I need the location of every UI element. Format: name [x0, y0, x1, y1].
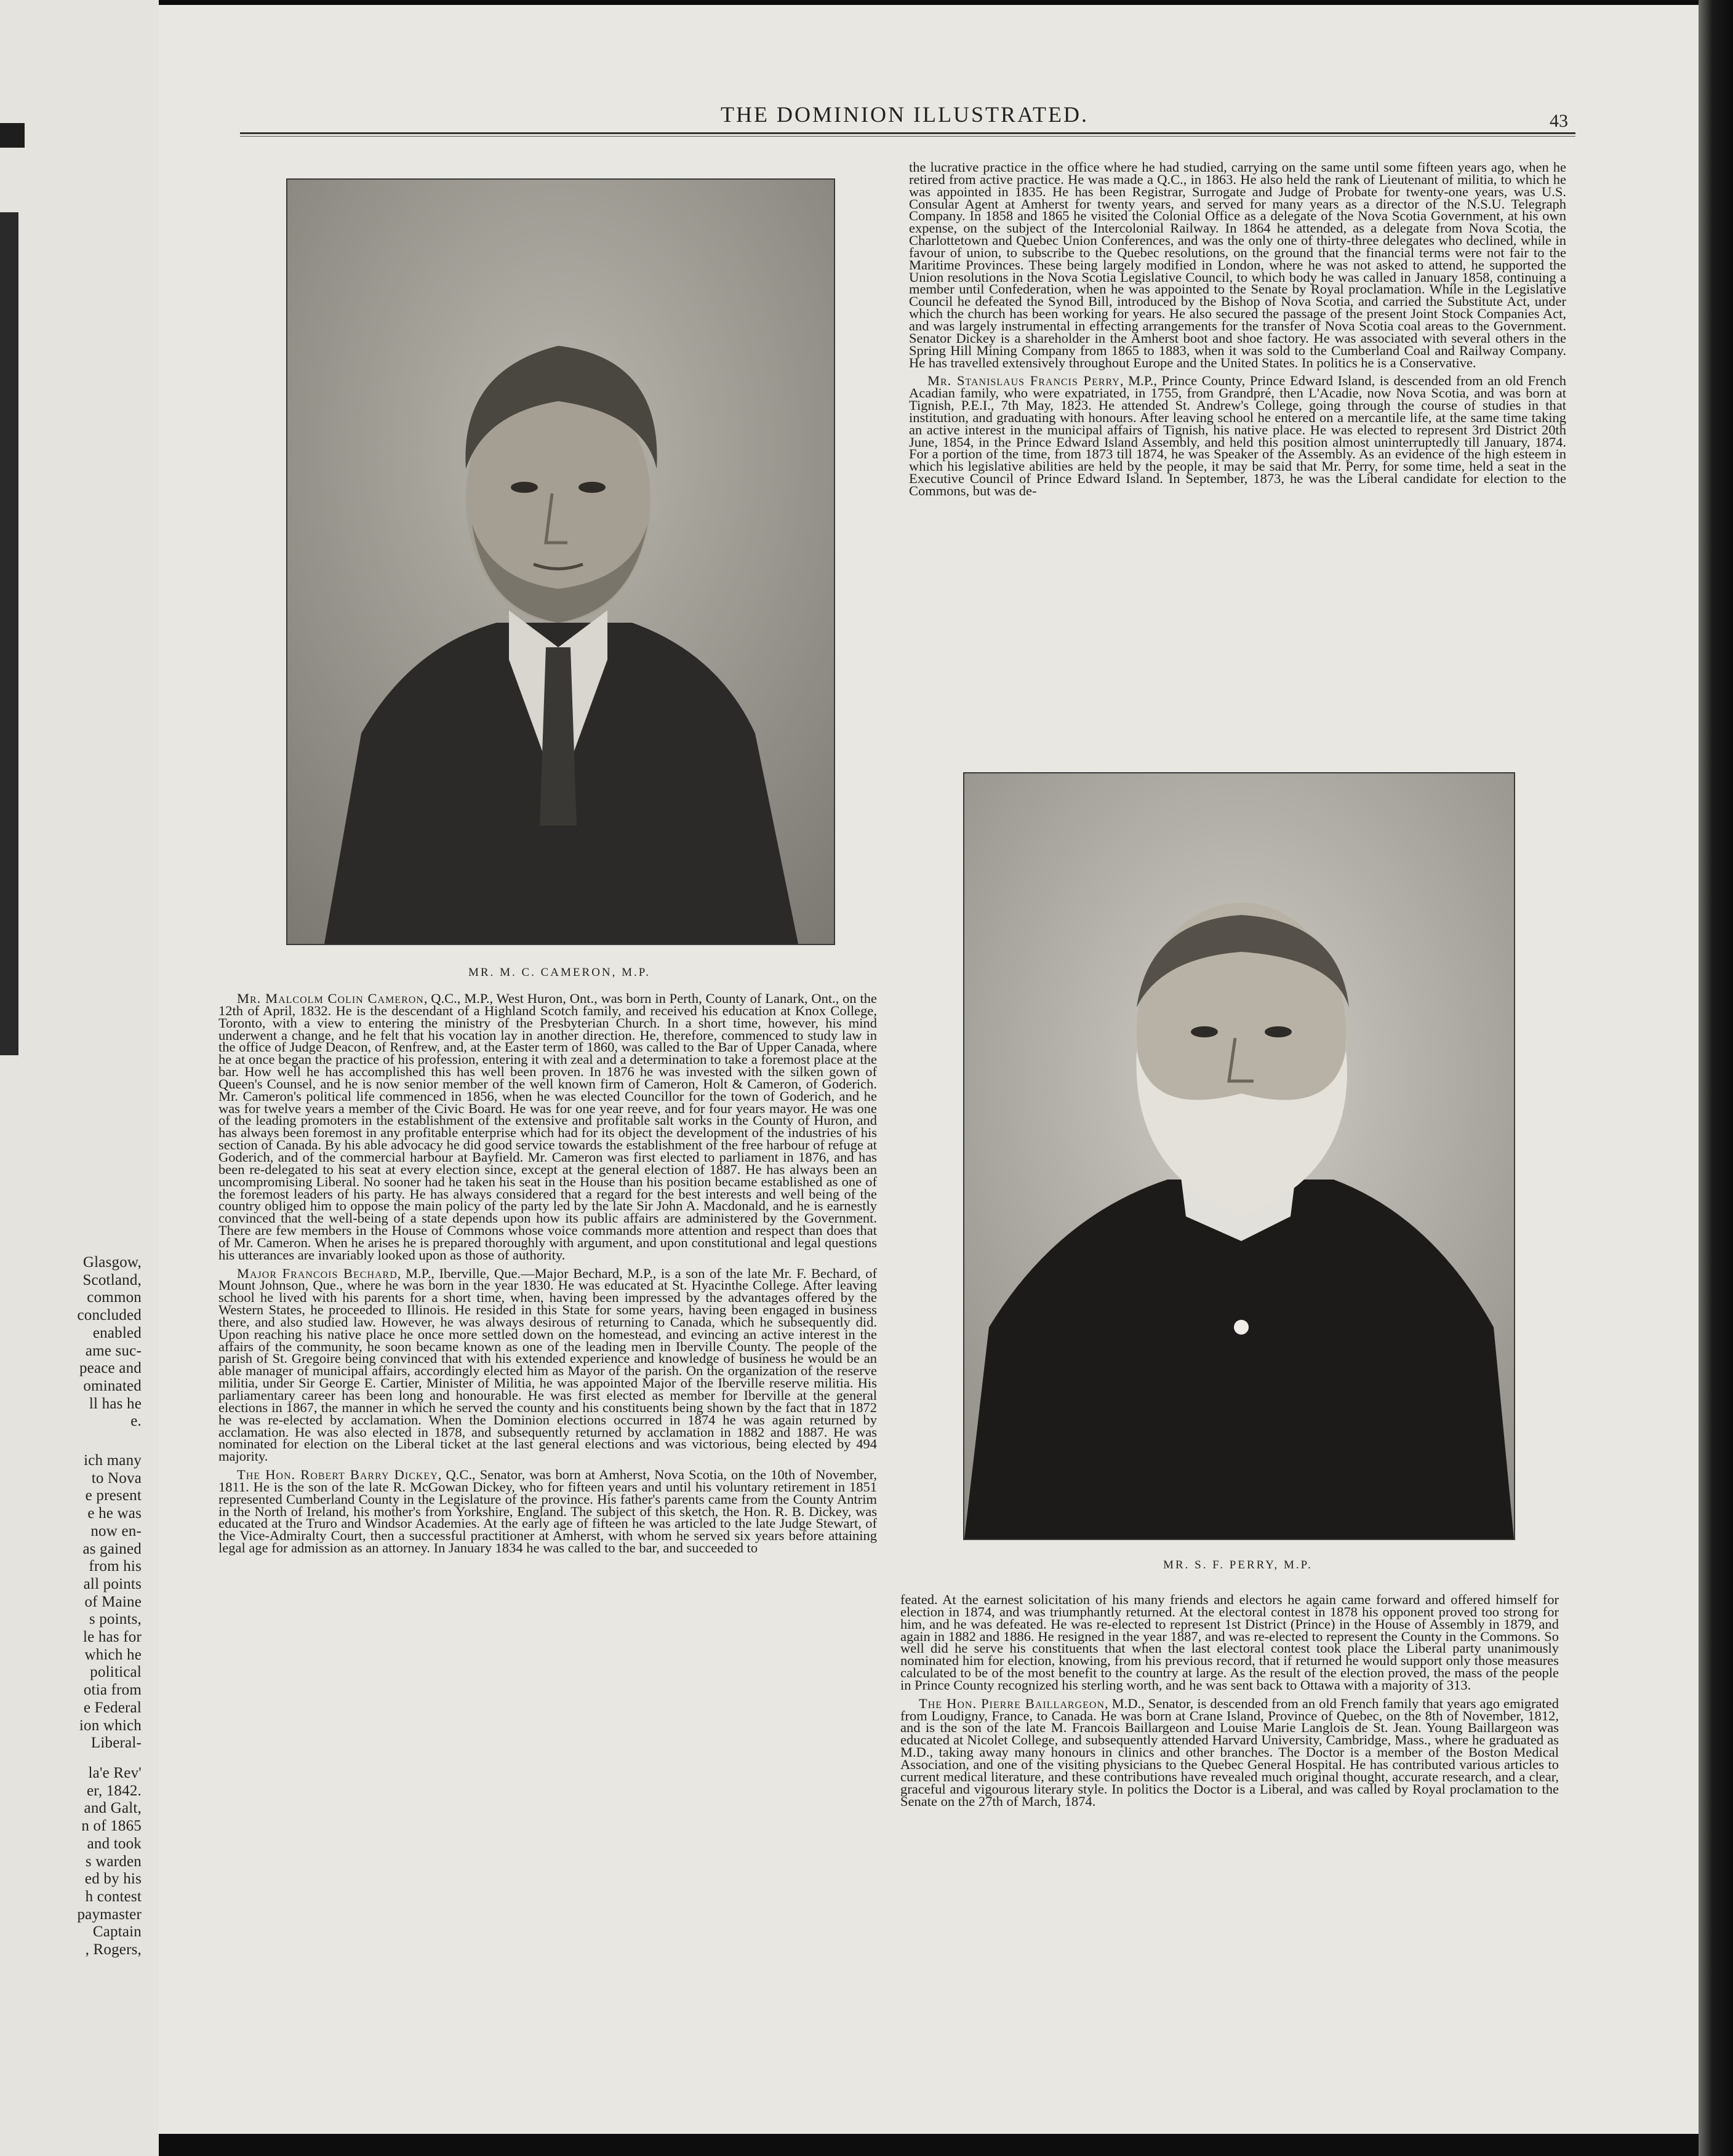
article-perry — [909, 375, 1566, 497]
portrait-caption: MR. S. F. PERRY, M.P. — [1163, 1559, 1313, 1571]
article-dickey-continued: the lucrative practice in the office where he had studied, carrying on the same until some fifteen years ago, when he retired from active practice. He was made a Q.C., in 1863. He also held the rank of Lieutenant of militia, to which he was appointed in 1835. He has been Registrar, Surrogate and Judge of Probate for twenty-one years, was U.S. Consular Agent at Amherst for twenty years, and served for many years as a director of the N.S.U. Telegraph Company. In 1858 and 1865 he visited the Colonial Office as a delegate of the Nova Scotia Government, at his own expense, on the subject of the Intercolonial Railway. In 1864 he attended, as a delegate from Nova Scotia, the Charlottetown and Quebec Union Conferences, and was the only one of thirty-three delegates who declined, while in favour of union, to subscribe to the Quebec resolutions, on the ground that the financial terms were not fair to the Maritime Provinces. These being largely modified in London, where he was not asked to attend, he supported the Union resolutions in the Nova Scotia Legislative Council, to which body he was called in January 1858, continuing a member until Confederation, when he was appointed to the Senate by Royal proclamation. While in the Legislative Council he defeated the Synod Bill, introduced by the Bishop of Nova Scotia, and carried the Substitute Act, under which the church has been working for years. He also secured the passage of the present Joint Stock Companies Act, and was largely instrumental in effecting arrangements for the transfer of Nova Scotia coal areas to the Government. Senator Dickey is a shareholder in the Amherst boot and shoe factory. He was associated with several others in the Spring Hill Mining Company from 1865 to 1883, when it was sold to the Cumberland Coal and Railway Company. He has travelled extensively throughout Europe and the United States. In politics he is a Conservative. — [909, 159, 1566, 370]
portrait-cameron — [286, 178, 835, 945]
adjacent-text-fragment: ich many to Nova e present e he was now en- as gained from his all points of Maine s points, le has for which he political otia from e Federal ion which Liberal- — [79, 1452, 142, 1752]
article-dickey — [218, 1469, 877, 1554]
subject-name: Major Francois Bechard — [237, 1265, 398, 1281]
portrait-cameron-image — [287, 180, 834, 944]
article-body: , M.D., Senator, is descended from an old French family that years ago emigrated from Loudigny, France, to Canada. He was born at Crane Island, Province of Quebec, on the 8th of November, 1812, and is the son of the late M. Francois Baillargeon and Louise Marie Langlois de St. Jean. Young Baillargeon was educated at Nicolet College, and subsequently attended Harvard University, Cambridge, Mass., where he graduated as M.D., taking away many honours in clinics and other branches. The Doctor is a member of the Boston Medical Association, and one of the visiting physicians to the Quebec General Hospital. He has contributed various articles to current medical literature, and these contributions have revealed much original thought, accurate research, and a clear, graceful and vigourous literary style. In politics the Doctor is a Liberal, and was called by Royal proclamation to the Senate on the 27th of March, 1874. — [900, 1695, 1559, 1809]
header-rule — [240, 136, 1575, 137]
article-bechard — [218, 1265, 877, 1464]
subject-name: The Hon. Pierre Baillargeon — [919, 1695, 1105, 1711]
article-body: , M.P., Iberville, Que.—Major Bechard, M.P., is a son of the late Mr. F. Bechard, of Mount Johnson, Que., where he was born in the year 1830. He was educated at St. Hyacinthe College. After leaving school he lived with his parents for a short time, when, having been impressed by the advantages offered by the Western States, he proceeded to Illinois. He resided in this State for some years, having been engaged in business there, and also studied law. However, he was always desirous of returning to Canada, which he subsequently did. Upon reaching his native place he once more settled down on the homestead, and evincing an active interest in the affairs of the community, he soon became known as one of the leading men in Iberville County. The people of the parish of St. Gregoire being convinced that with his extended experience and knowledge of business he would be an able manager of municipal affairs, accordingly elected him as Mayor of the parish. On the organization of the reserve militia, under Sir George E. Cartier, Minister of Militia, he was appointed Major of the Iberville reserve militia. His parliamentary career has been long and honourable. He was first elected as member for Iberville at the general elections in 1867, the manner in which he served the county and his constituents being shown by the fact that in 1872 he was re-elected by acclamation. When the Dominion elections occurred in 1874 he was again returned by acclamation. He was also elected in 1878, and subsequently returned by acclamation in 1882 and 1887. He was nominated for election on the Liberal ticket at the last general elections and was victorious, being elected by 494 majority. — [218, 1265, 877, 1464]
article-baillargeon — [900, 1695, 1559, 1809]
portrait-perry-image — [964, 773, 1514, 1539]
page-edge-shadow — [1699, 0, 1733, 2156]
article-perry-continued: feated. At the earnest solicitation of his many friends and electors he again came forward and offered himself for election in 1874, and was triumphantly returned. At the electoral contest in 1878 his opponent proved too strong for him, and he was defeated. He was re-elected to represent 1st District (Prince) in the House of Assembly in 1879, and again in 1882 and 1886. He resigned in the year 1887, and was re-elected to represent the County in the Commons. So well did he serve his constituents that when the last electoral contest took place the Liberal party unanimously nominated him for election, knowing, from his previous record, that if returned he would support only those measures calculated to be of the most benefit to the country at large. As the result of the election proved, the mass of the people in Prince County recognized his sterling worth, and he was sent back to Ottawa with a majority of 313. — [900, 1592, 1559, 1693]
article-body: , Q.C., M.P., West Huron, Ont., was born in Perth, County of Lanark, Ont., on the 12th of April, 1832. He is the descendant of a Highland Scotch family, and received his education at Knox College, Toronto, with a view to entering the ministry of the Presbyterian Church. In a short time, however, his mind underwent a change, and he felt that his vocation lay in another direction. He, therefore, commenced to study law in the office of Judge Deacon, of Renfrew, and, at the Easter term of 1860, was called to the Bar of Upper Canada, where he at once began the practice of his profession, entering it with zeal and a determination to take a foremost place at the bar. How well he has accomplished this has well been proven. In 1876 he was invested with the silken gown of Queen's Counsel, and he is now senior member of the well known firm of Cameron, Holt & Cameron, of Goderich. Mr. Cameron's political life commenced in 1856, when he was elected Councillor for the town of Goderich, and he was for twelve years a member of the Civic Board. He was for one year reeve, and for four years mayor. He was one of the leading promoters in the establishment of the extensive and profitable salt works in the County of Huron, and has always been foremost in any profitable enterprise which had for its object the development of the industries of his section of Canada. By his able advocacy he did good service towards the establishment of the free harbour of refuge at Goderich, and of the commercial harbour at Bayfield. Mr. Cameron was first elected to parliament in 1876, and has been re-delegated to his seat at every election since, except at the general election of 1887. He has always been an uncompromising Liberal. No sooner had he taken his seat in the House than his position became established as one of the foremost leaders of his party. He has always considered that a regard for the best interests and well being of the country obliged him to oppose the main policy of the party led by the late Sir John A. Macdonald, and he is earnestly convinced that the well-being of a state depends upon how its public affairs are administered by the Government. There are few members in the House of Commons whose voice commands more attention and respect than does that of Mr. Cameron. When he arises he is prepared thoroughly with argument, and upon constitutional and legal questions his utterances are invariably looked upon as those of authority. — [218, 991, 877, 1263]
article-body: , M.P., Prince County, Prince Edward Island, is descended from an old French Acadian family, who were expatriated, in 1755, from Grandpré, then L'Acadie, now Nova Scotia, and was born at Tignish, P.E.I., 7th May, 1823. He attended St. Andrew's College, going through the course of studies in that institution, and graduating with honours. After leaving school he entered on a mercantile life, at the same time taking an active interest in the municipal affairs of Tignish, his native place. He was elected to represent 3rd District 20th June, 1854, in the Prince Edward Island Assembly, and held this position almost uninterruptedly till January, 1874. For a portion of the time, from 1873 till 1874, he was Speaker of the Assembly. As an evidence of the high esteem in which his legislative abilities are held by the people, it may be said that Mr. Perry, for some time, held a seat in the Executive Council of Prince Edward Island. In September, 1873, he was the Liberal candidate for election to the Commons, but was de- — [909, 373, 1567, 498]
right-column-top — [909, 161, 1566, 503]
article-body: , Q.C., Senator, was born at Amherst, Nova Scotia, on the 10th of November, 1811. He is the son of the late R. McGowan Dickey, who for fifteen years and until his voluntary retirement in 1851 represented Cumberland County in the Legislature of the province. His father's parents came from the County Antrim in the North of Ireland, his mother's from Yorkshire, England. The subject of this sketch, the Hon. R. B. Dickey, was educated at the Truro and Windsor Academies. At the early age of fifteen he was articled to the late Judge Stewart, of the Vice-Admiralty Court, then a successful practitioner at Amherst, with whom he served six years before attaining legal age for admission as an attorney. In January 1834 he was called to the bar, and succeeded to — [218, 1467, 877, 1556]
portrait-perry — [963, 772, 1515, 1540]
article-cameron — [218, 992, 877, 1261]
adjacent-photo-edge — [0, 123, 25, 148]
masthead: THE DOMINION ILLUSTRATED. — [721, 102, 1089, 127]
adjacent-text-fragment: la'e Rev' er, 1842. and Galt, n of 1865 and took s warden ed by his h contest paymaster Captain , Rogers, — [77, 1765, 142, 1958]
page-number: 43 — [1550, 111, 1568, 131]
adjacent-text-fragment: Glasgow, Scotland, common concluded enabled ame suc- peace and ominated ll has he e. — [77, 1254, 142, 1430]
header-rule — [240, 132, 1575, 134]
subject-name: Mr. Malcolm Colin Cameron — [237, 991, 424, 1006]
right-column-bottom — [900, 1594, 1559, 1813]
adjacent-photo-edge — [0, 212, 18, 1055]
portrait-caption: MR. M. C. CAMERON, M.P. — [468, 966, 650, 979]
subject-name: Mr. Stanislaus Francis Perry — [927, 373, 1120, 389]
subject-name: The Hon. Robert Barry Dickey — [237, 1467, 438, 1483]
left-column — [218, 992, 877, 1560]
adjacent-page-fragment — [0, 0, 159, 2156]
